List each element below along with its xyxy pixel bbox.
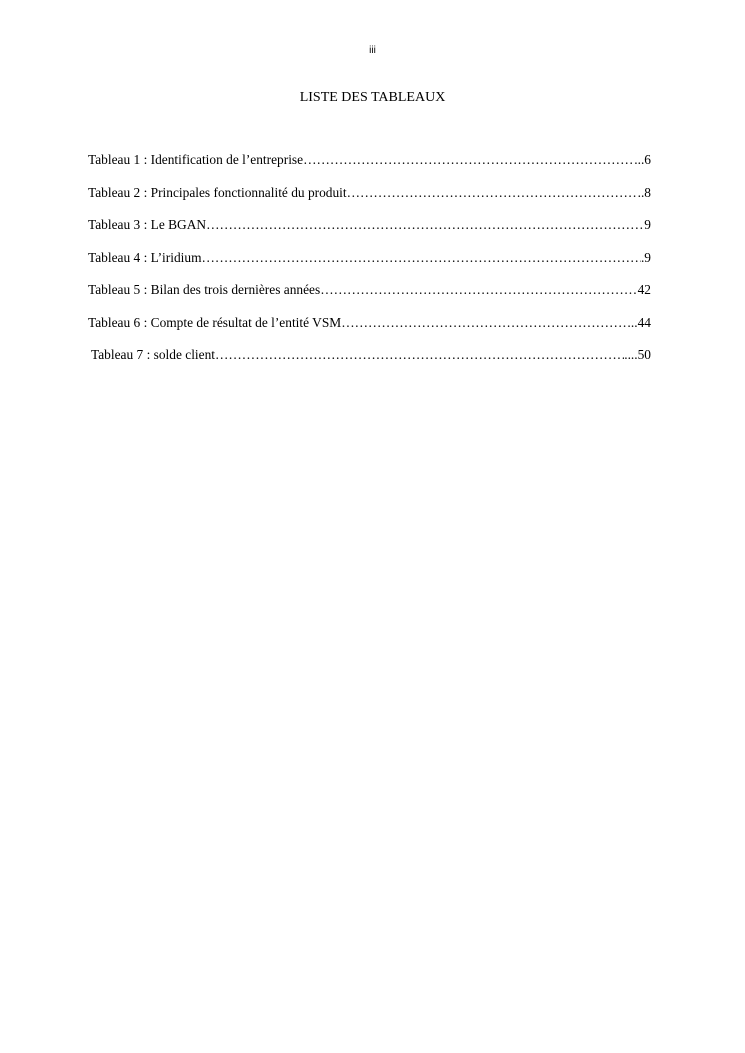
toc-entry-page: ....50 (624, 347, 651, 362)
dot-leader (201, 249, 640, 267)
dot-leader (320, 281, 637, 299)
toc-entry-label: Tableau 7 : solde client (91, 347, 216, 362)
toc-entry-label: Tableau 1 : Identification de l’entreprise (88, 152, 304, 167)
table-list (88, 151, 651, 379)
list-title: LISTE DES TABLEAUX (299, 90, 446, 105)
toc-entry-page: ...6 (634, 152, 651, 167)
toc-entry-page: ..44 (630, 314, 651, 330)
toc-entry-page: 42 (637, 282, 651, 297)
toc-entry-label: Tableau 6 : Compte de résultat de l’entité VSM (88, 314, 342, 330)
toc-entry-label: Tableau 2 : Principales fonctionnalité du produit (88, 184, 347, 200)
toc-entry-label: Tableau 5 : Bilan des trois dernières années (88, 282, 321, 297)
toc-entry-tableau-1[interactable] (88, 151, 651, 184)
toc-entry-tableau-3[interactable] (88, 216, 651, 249)
dot-leader (341, 314, 631, 332)
dot-leader (206, 216, 644, 234)
dot-leader (215, 346, 624, 364)
toc-entry-page: ..8 (637, 184, 651, 200)
toc-entry-page: 9 (644, 217, 651, 232)
dot-leader (347, 184, 638, 202)
page-number: iii (369, 45, 376, 56)
toc-entry-tableau-5[interactable] (88, 281, 651, 314)
toc-entry-page: .9 (640, 249, 651, 265)
toc-entry-label: Tableau 3 : Le BGAN (88, 217, 207, 232)
toc-entry-tableau-2[interactable] (88, 184, 651, 217)
toc-entry-tableau-7[interactable] (88, 346, 651, 379)
toc-entry-tableau-6[interactable] (88, 314, 651, 347)
toc-entry-tableau-4[interactable] (88, 249, 651, 282)
dot-leader (303, 151, 634, 169)
toc-entry-label: Tableau 4 : L’iridium (88, 249, 202, 265)
